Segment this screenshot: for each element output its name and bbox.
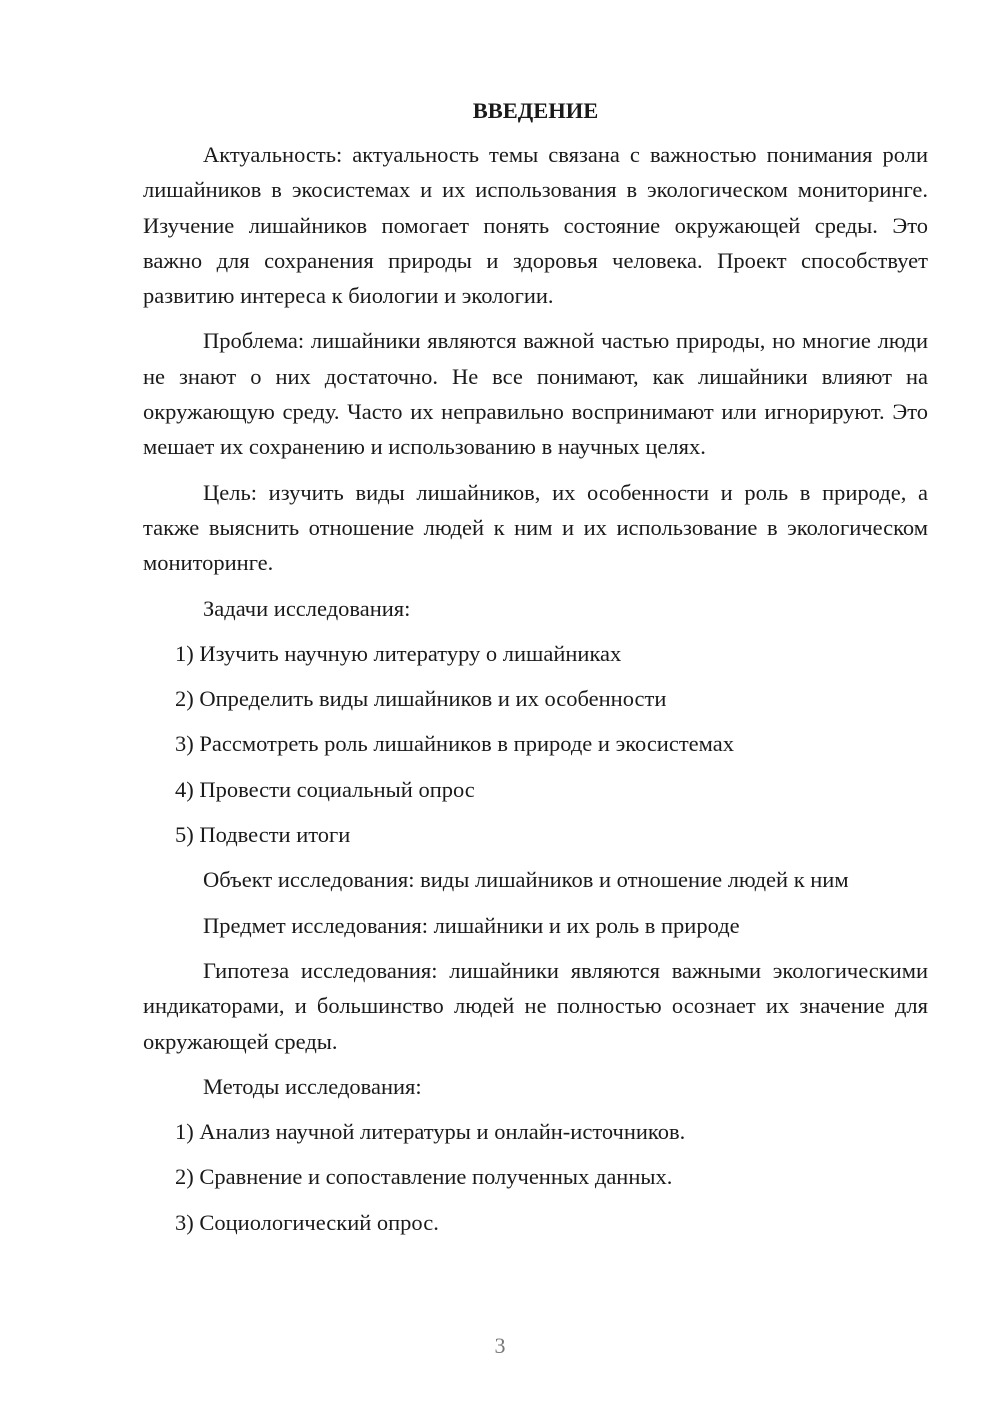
list-item: 3) Социологический опрос. [175, 1209, 439, 1235]
page-number: 3 [494, 1333, 506, 1358]
list-item: 5) Подвести итоги [175, 822, 351, 848]
document-page [143, 96, 928, 1250]
list-item: 4) Провести социальный опрос [175, 776, 475, 802]
research-object: Объект исследования: виды лишайников и отношение людей к ним [203, 867, 849, 893]
methods-heading: Методы исследования: [203, 1073, 422, 1099]
list-item: 2) Определить виды лишайников и их особенности [175, 686, 667, 712]
list-item: 3) Рассмотреть роль лишайников в природе и экосистемах [175, 731, 734, 757]
research-subject: Предмет исследования: лишайники и их роль в природе [203, 912, 740, 938]
methods-list [143, 1114, 928, 1240]
tasks-heading: Задачи исследования: [203, 595, 411, 621]
list-item: 2) Сравнение и сопоставление полученных данных. [175, 1164, 673, 1190]
problem-paragraph: Проблема: лишайники являются важной частью природы, но многие люди не знают о них достаточно. Не все понимают, как лишайники влияют на окружающую среду. Часто их неправильно воспринимают или игнорируют. Это мешает их сохранению и использованию в научных целях. [143, 328, 928, 460]
list-item: 1) Анализ научной литературы и онлайн-источников. [175, 1119, 686, 1145]
hypothesis-paragraph: Гипотеза исследования: лишайники являются важными экологическими индикаторами, и большинство людей не полностью осознает их значение для окружающей среды. [143, 957, 928, 1054]
tasks-list [143, 636, 928, 852]
list-item: 1) Изучить научную литературу о лишайниках [175, 640, 622, 666]
goal-paragraph: Цель: изучить виды лишайников, их особенности и роль в природе, а также выяснить отношение людей к ним и их использование в экологическом мониторинге. [143, 479, 928, 576]
relevance-paragraph: Актуальность: актуальность темы связана с важностью понимания роли лишайников в экосистемах и их использования в экологическом мониторинге. Изучение лишайников помогает понять состояние окружающей среды. Это важно для сохранения природы и здоровья человека. Проект способствует развитию интереса к биологии и экологии. [143, 142, 928, 309]
section-title: ВВЕДЕНИЕ [472, 98, 599, 123]
